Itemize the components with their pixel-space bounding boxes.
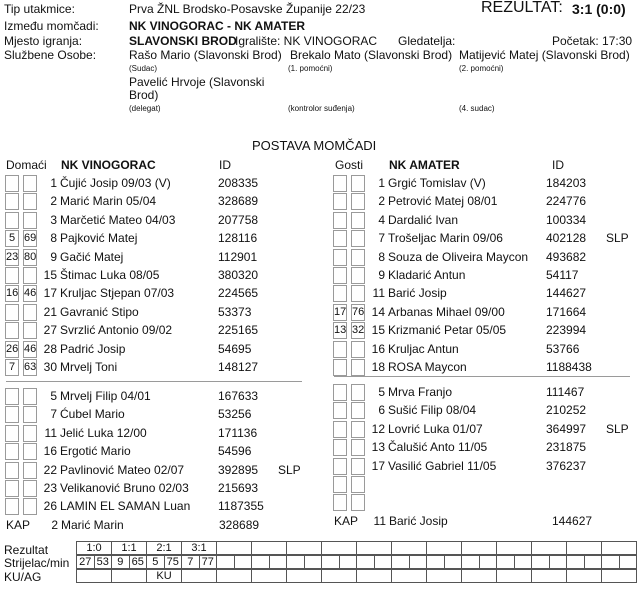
sub-minute-box-1 <box>333 476 347 493</box>
player-id: 167633 <box>218 389 259 403</box>
ku-ag-cell <box>601 569 637 583</box>
ku-ag-cell <box>531 569 567 583</box>
stadium: Igralište: NK VINOGORAC <box>235 34 378 48</box>
score-cell: 1:0 <box>76 541 112 555</box>
sub-minute-box-1: 13 <box>333 322 347 339</box>
teams-value: NK VINOGORAC - NK AMATER <box>129 19 305 33</box>
score-cell <box>251 541 287 555</box>
player-number: 9 <box>50 249 57 264</box>
player-number: 12 <box>371 421 385 436</box>
away-captain-id: 144627 <box>552 514 593 528</box>
venue-label: Mjesto igranja: <box>4 34 83 48</box>
player-number: 21 <box>43 304 57 319</box>
away-captain-label: KAP <box>334 514 359 528</box>
player-name: Pavlinović Mateo 02/07 <box>60 462 185 477</box>
ku-ag-cell <box>286 569 322 583</box>
player-id: 148127 <box>218 360 259 374</box>
player-name: Padrić Josip <box>60 341 126 356</box>
player-id: 380320 <box>218 268 259 282</box>
sub-minute-box-1 <box>333 494 347 511</box>
sub-minute-box-1 <box>333 458 347 475</box>
home-side-label: Domaći <box>6 158 47 172</box>
player-id: 225165 <box>218 323 259 338</box>
player-note: SLP <box>606 231 629 246</box>
player-id: 215693 <box>218 481 259 495</box>
player-number: 14 <box>371 304 385 319</box>
sub-minute-box-2: 46 <box>23 285 37 302</box>
sub-minute-box-1: 16 <box>5 285 19 302</box>
sub-minute-box-1 <box>333 421 347 438</box>
player-name: Sušić Filip 08/04 <box>388 403 477 418</box>
player-number: 23 <box>43 481 57 495</box>
scorer-number-cell <box>251 555 270 569</box>
scorer-number-cell <box>216 555 235 569</box>
player-id: 53766 <box>546 341 580 356</box>
lineup-title: POSTAVA MOMČADI <box>252 138 377 153</box>
player-id: 1188438 <box>546 360 592 374</box>
sub-minute-box-1: 26 <box>5 341 19 358</box>
scorer-number-cell: 5 <box>146 555 165 569</box>
player-number: 2 <box>50 194 57 209</box>
player-id: 1187355 <box>218 499 264 514</box>
sub-minute-box-2 <box>351 212 365 229</box>
sub-minute-box-2 <box>351 402 365 419</box>
player-name: Čujić Josip 09/03 (V) <box>60 176 171 190</box>
scorer-number-cell <box>461 555 480 569</box>
ku-ag-cell <box>426 569 462 583</box>
sub-minute-box-1 <box>333 193 347 210</box>
goal-minute-cell: 77 <box>199 555 218 569</box>
sub-minute-box-1 <box>333 341 347 358</box>
scorer-number-cell <box>566 555 585 569</box>
sub-minute-box-1 <box>333 439 347 456</box>
match-type-value: Prva ŽNL Brodsko-Posavske Županije 22/23 <box>129 2 366 16</box>
sub-minute-box-2: 32 <box>351 322 365 339</box>
player-name: Trošeljac Marin 09/06 <box>388 231 503 246</box>
player-number: 27 <box>43 323 57 338</box>
player-id: 376237 <box>546 458 587 473</box>
sub-minute-box-1 <box>333 230 347 247</box>
role-referee: (Sudac) <box>129 64 158 73</box>
goal-minute-cell <box>304 555 323 569</box>
player-id: 111467 <box>546 385 585 399</box>
away-captain-number: 11 <box>373 514 386 528</box>
official-assistant-2: Matijević Matej (Slavonski Brod) <box>459 48 630 62</box>
player-number: 8 <box>50 231 57 246</box>
player-id: 402128 <box>546 231 587 246</box>
sub-minute-box-2 <box>351 494 365 511</box>
player-id: 171664 <box>546 304 587 319</box>
role-fourth-official: (4. sudac) <box>459 104 495 113</box>
player-number: 8 <box>378 249 385 264</box>
player-id: 53256 <box>218 407 252 422</box>
score-cell <box>391 541 427 555</box>
sub-minute-box-2 <box>351 175 365 192</box>
ku-ag-cell <box>76 569 112 583</box>
ku-ag-cell <box>391 569 427 583</box>
scorer-number-cell <box>321 555 340 569</box>
sub-minute-box-1 <box>5 388 19 405</box>
player-name: Dardalić Ivan <box>388 212 459 227</box>
player-name: Arbanas Mihael 09/00 <box>388 304 505 319</box>
player-number: 28 <box>43 341 57 356</box>
sub-minute-box-2: 63 <box>23 359 37 376</box>
sub-minute-box-2 <box>351 249 365 266</box>
sub-minute-box-1 <box>5 425 19 442</box>
player-id: 184203 <box>546 176 587 190</box>
sub-minute-box-1: 7 <box>5 359 19 376</box>
player-name: Mrva Franjo <box>388 385 453 399</box>
player-name: Grgić Tomislav (V) <box>388 176 486 190</box>
score-cell: 1:1 <box>111 541 147 555</box>
player-number: 4 <box>378 212 385 227</box>
away-divider <box>334 376 630 377</box>
away-team-name: NK AMATER <box>389 158 460 172</box>
sub-minute-box-1 <box>5 322 19 339</box>
player-name: Barić Josip <box>388 286 447 301</box>
sub-minute-box-1 <box>333 175 347 192</box>
player-name: ROSA Maycon <box>388 360 467 374</box>
scorer-number-cell <box>531 555 550 569</box>
player-number: 5 <box>378 385 385 399</box>
goal-minute-cell <box>409 555 428 569</box>
sub-minute-box-2 <box>23 462 37 479</box>
player-name: Svrzlić Antonio 09/02 <box>60 323 173 338</box>
player-number: 13 <box>371 440 385 455</box>
player-name: Mrvelj Toni <box>60 360 118 374</box>
goal-minute-cell <box>479 555 498 569</box>
sub-minute-box-1 <box>333 359 347 376</box>
sub-minute-box-1 <box>333 285 347 302</box>
player-number: 3 <box>50 212 57 227</box>
player-number: 17 <box>43 286 57 301</box>
sub-minute-box-2 <box>23 175 37 192</box>
sub-minute-box-1: 5 <box>5 230 19 247</box>
score-cell: 3:1 <box>181 541 217 555</box>
player-name: Petrović Matej 08/01 <box>388 194 498 209</box>
player-number: 15 <box>43 268 57 282</box>
player-name: Pajković Matej <box>60 231 138 246</box>
player-name: Marić Marin 05/04 <box>60 194 157 209</box>
goal-minute-cell: 65 <box>129 555 148 569</box>
official-delegate-line2: Brod) <box>129 88 159 102</box>
player-note: SLP <box>278 462 301 477</box>
player-name: Marčetić Mateo 04/03 <box>60 212 176 227</box>
player-id: 112901 <box>218 249 258 264</box>
sub-minute-box-1 <box>5 462 19 479</box>
spectators-label: Gledatelja: <box>398 34 456 48</box>
sub-minute-box-2 <box>351 341 365 358</box>
sub-minute-box-2 <box>351 421 365 438</box>
player-name: Čalušić Anto 11/05 <box>388 440 488 455</box>
ku-ag-cell <box>216 569 252 583</box>
player-number: 17 <box>371 458 385 473</box>
sub-minute-box-2 <box>351 439 365 456</box>
sub-minute-box-1 <box>333 402 347 419</box>
player-name: Ćubel Mario <box>60 407 125 422</box>
goal-minute-cell <box>339 555 358 569</box>
ku-ag-cell <box>321 569 357 583</box>
away-id-header: ID <box>552 158 564 172</box>
player-number: 11 <box>44 425 57 440</box>
home-captain-id: 328689 <box>219 518 260 532</box>
ku-ag-cell <box>251 569 287 583</box>
sub-minute-box-2 <box>23 498 37 515</box>
player-number: 11 <box>372 286 385 301</box>
scorer-number-cell: 7 <box>181 555 200 569</box>
goal-minute-cell <box>619 555 638 569</box>
player-number: 22 <box>43 462 57 477</box>
score-cell <box>531 541 567 555</box>
player-id: 208335 <box>218 176 259 190</box>
player-id: 128116 <box>218 231 258 246</box>
player-number: 1 <box>50 176 57 190</box>
sub-minute-box-1 <box>333 267 347 284</box>
player-id: 171136 <box>218 425 258 440</box>
player-name: Mrvelj Filip 04/01 <box>60 389 151 403</box>
sub-minute-box-2 <box>23 304 37 321</box>
player-number: 6 <box>378 403 385 418</box>
player-id: 224776 <box>546 194 587 209</box>
player-number: 2 <box>378 194 385 209</box>
player-name: Jelić Luka 12/00 <box>60 425 147 440</box>
role-delegate: (delegat) <box>129 104 161 113</box>
sub-minute-box-2 <box>351 458 365 475</box>
player-id: 364997 <box>546 421 587 436</box>
player-number: 18 <box>371 360 385 374</box>
scorer-number-cell <box>391 555 410 569</box>
sub-minute-box-2 <box>351 476 365 493</box>
player-number: 30 <box>43 360 57 374</box>
player-name: Kruljac Stjepan 07/03 <box>60 286 175 301</box>
sub-minute-box-1 <box>5 212 19 229</box>
away-captain-name: Barić Josip <box>389 514 448 528</box>
sub-minute-box-1 <box>333 212 347 229</box>
sub-minute-box-2 <box>23 193 37 210</box>
player-name: Krizmanić Petar 05/05 <box>388 323 507 338</box>
scorer-number-cell <box>286 555 305 569</box>
player-number: 16 <box>371 341 385 356</box>
sub-minute-box-1 <box>5 175 19 192</box>
score-cell <box>426 541 462 555</box>
sub-minute-box-2 <box>351 285 365 302</box>
score-cell <box>566 541 602 555</box>
goal-minute-cell <box>444 555 463 569</box>
scorer-number-cell <box>356 555 375 569</box>
player-id: 100334 <box>546 212 587 227</box>
player-id: 54117 <box>546 268 579 282</box>
home-divider <box>6 381 302 382</box>
role-assistant-2: (2. pomoćni) <box>459 64 504 73</box>
home-captain-name: Marić Marin <box>61 518 124 532</box>
sub-minute-box-1 <box>5 498 19 515</box>
teams-label: Između momčadi: <box>4 19 99 33</box>
player-name: Štimac Luka 08/05 <box>60 268 160 282</box>
sub-minute-box-1 <box>333 384 347 401</box>
player-id: 493682 <box>546 249 587 264</box>
player-number: 7 <box>50 407 57 422</box>
away-side-label: Gosti <box>335 158 364 172</box>
score-cell <box>356 541 392 555</box>
player-id: 231875 <box>546 440 587 455</box>
sub-minute-box-2 <box>351 267 365 284</box>
player-name: Kruljac Antun <box>388 341 459 356</box>
sub-minute-box-2 <box>351 384 365 401</box>
score-cell <box>286 541 322 555</box>
score-cell <box>496 541 532 555</box>
player-name: Velikanović Bruno 02/03 <box>60 481 189 495</box>
ku-ag-cell <box>111 569 147 583</box>
score-cell <box>461 541 497 555</box>
score-cell: 2:1 <box>146 541 182 555</box>
official-assistant-1: Brekalo Mato (Slavonski Brod) <box>290 48 453 62</box>
venue-value: SLAVONSKI BROD <box>129 34 237 48</box>
player-name: Ergotić Mario <box>60 444 131 459</box>
player-number: 1 <box>378 176 385 190</box>
sub-minute-box-2 <box>23 267 37 284</box>
sub-minute-box-2 <box>23 480 37 497</box>
sub-minute-box-2 <box>23 406 37 423</box>
sub-minute-box-1 <box>5 406 19 423</box>
player-number: 15 <box>371 323 385 338</box>
scorer-number-cell <box>496 555 515 569</box>
sub-minute-box-1 <box>5 193 19 210</box>
player-number: 5 <box>50 389 57 403</box>
sub-minute-box-2: 76 <box>351 304 365 321</box>
match-type-label: Tip utakmice: <box>4 2 75 16</box>
player-name: Kladarić Antun <box>388 268 466 282</box>
sub-minute-box-1 <box>5 480 19 497</box>
goal-minute-cell <box>374 555 393 569</box>
player-note: SLP <box>606 421 629 436</box>
score-cell <box>321 541 357 555</box>
sub-minute-box-1 <box>5 267 19 284</box>
scorer-number-cell: 27 <box>76 555 95 569</box>
role-assistant-1: (1. pomoćni) <box>288 64 333 73</box>
sub-minute-box-1: 17 <box>333 304 347 321</box>
role-referee-observer: (kontrolor suđenja) <box>288 104 355 113</box>
player-name: Lovrić Luka 01/07 <box>388 421 483 436</box>
sub-minute-box-2 <box>23 322 37 339</box>
player-id: 223994 <box>546 323 587 338</box>
home-team-name: NK VINOGORAC <box>61 158 156 172</box>
sub-minute-box-1 <box>5 304 19 321</box>
sub-minute-box-2 <box>23 388 37 405</box>
goal-minute-cell: 75 <box>164 555 183 569</box>
score-cell <box>216 541 252 555</box>
player-number: 26 <box>43 499 57 514</box>
goal-minute-cell <box>549 555 568 569</box>
sub-minute-box-2 <box>351 359 365 376</box>
scorer-number-cell <box>426 555 445 569</box>
sub-minute-box-2 <box>351 193 365 210</box>
player-id: 53373 <box>218 304 252 319</box>
player-name: Vasilić Gabriel 11/05 <box>388 458 497 473</box>
home-captain-label: KAP <box>6 518 31 532</box>
player-number: 16 <box>43 444 57 459</box>
ku-ag-cell <box>181 569 217 583</box>
scorer-number-cell <box>601 555 620 569</box>
sub-minute-box-2: 80 <box>23 249 37 266</box>
ku-ag-cell <box>566 569 602 583</box>
goal-minute-cell: 53 <box>94 555 113 569</box>
home-id-header: ID <box>219 158 231 172</box>
sub-minute-box-1 <box>5 443 19 460</box>
score-row-label: Rezultat <box>4 543 49 557</box>
player-id: 328689 <box>218 194 259 209</box>
player-id: 392895 <box>218 462 259 477</box>
player-name: Gavranić Stipo <box>60 304 139 319</box>
scorer-number-cell: 9 <box>111 555 130 569</box>
player-id: 54695 <box>218 341 252 356</box>
score-cell <box>601 541 637 555</box>
result-value: 3:1 (0:0) <box>572 1 626 17</box>
official-delegate-line1: Pavelić Hrvoje (Slavonski <box>129 75 265 89</box>
sub-minute-box-2 <box>23 443 37 460</box>
ku-ag-cell <box>356 569 392 583</box>
sub-minute-box-2 <box>351 230 365 247</box>
player-number: 7 <box>378 231 385 246</box>
player-name: Gačić Matej <box>60 249 124 264</box>
player-id: 144627 <box>546 286 587 301</box>
scorer-row-label: Strijelac/min <box>4 556 70 570</box>
official-referee: Rašo Mario (Slavonski Brod) <box>129 48 282 62</box>
home-captain-number: 2 <box>51 518 58 532</box>
sub-minute-box-1 <box>333 249 347 266</box>
goal-minute-cell <box>514 555 533 569</box>
goal-minute-cell <box>234 555 253 569</box>
sub-minute-box-2 <box>23 425 37 442</box>
sub-minute-box-2 <box>23 212 37 229</box>
player-name: LAMIN EL SAMAN Luan <box>60 499 191 514</box>
player-id: 207758 <box>218 212 259 227</box>
ku-ag-cell <box>496 569 532 583</box>
player-id: 224565 <box>218 286 259 301</box>
goal-minute-cell <box>584 555 603 569</box>
ku-ag-cell: KU <box>146 569 182 583</box>
ku-ag-cell <box>461 569 497 583</box>
player-id: 54596 <box>218 444 252 459</box>
sub-minute-box-1: 23 <box>5 249 19 266</box>
kickoff-time: Početak: 17:30 <box>552 34 633 48</box>
player-name: Souza de Oliveira Maycon <box>388 249 529 264</box>
officials-label: Službene Osobe: <box>4 48 97 62</box>
sub-minute-box-2: 46 <box>23 341 37 358</box>
sub-minute-box-2: 69 <box>23 230 37 247</box>
result-label: REZULTAT: <box>481 0 563 16</box>
ku-ag-row-label: KU/AG <box>4 570 42 584</box>
goal-minute-cell <box>269 555 288 569</box>
player-number: 9 <box>378 268 385 282</box>
player-id: 210252 <box>546 403 587 418</box>
